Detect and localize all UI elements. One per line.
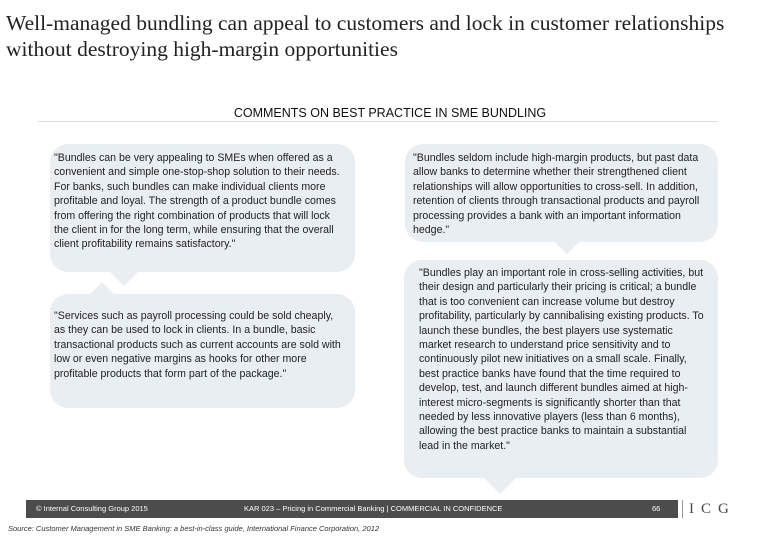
quote-text: "Bundles can be very appealing to SMEs when offered as a convenient and simple one-stop-shop solution to their needs. For banks, such bundles can make individual clients more profitable and loyal. The strength of a product bundle comes from offering the right combination of products that will lock the client in for the long term, while ensuring that the overall client profitability remains satisfactory." (54, 152, 340, 251)
footer-reference: KAR 023 – Pricing in Commercial Banking | COMMERCIAL IN CONFIDENCE (244, 504, 503, 513)
quote-text: "Bundles seldom include high-margin products, but past data allow banks to determine whether their strengthened client relationships will allow opportunities to cross-sell. In addition, retention of clients through transactional products and payroll processing provides a bank with an important information hedge." (413, 152, 700, 237)
footer-bar (26, 500, 678, 518)
quote-bubble-high-margin-products (405, 144, 718, 242)
slide-title: Well-managed bundling can appeal to customers and lock in customer relationships without destroying high-margin opportunities (6, 11, 725, 61)
quote-bubble-bundles-appealing (50, 144, 355, 272)
heading-rule (38, 121, 718, 122)
quote-text: "Services such as payroll processing could be sold cheaply, as they can be used to lock in clients. In a bundle, basic transactional products such as current accounts are sold with low or even negative margins as hooks for other more profitable products that form part of the package." (54, 310, 341, 380)
footer-copyright: © Internal Consulting Group 2015 (36, 504, 148, 513)
page-number: 66 (652, 504, 661, 513)
source-note: Source: Customer Management in SME Banking: a best-in-class guide, International Finance Corporation, 2012 (8, 524, 380, 533)
quote-bubble-payroll-processing (50, 294, 355, 408)
section-heading: COMMENTS ON BEST PRACTICE IN SME BUNDLING (233, 106, 547, 120)
icg-logo: ICG (682, 500, 740, 518)
quote-text: "Bundles play an important role in cross-selling activities, but their design and particularly their pricing is critical; a bundle that is too convenient can increase volume but destroy profitability, particularly by cannibalising existing products. To launch these bundles, the best players use systematic market research to understand price sensitivity and to continuously pilot new initiatives on a small scale. Finally, best practice banks have found that the time required to develop, test, and launch different bundles aimed at high-interest micro-segments is significantly shorter than that needed by less innovative players (less than 6 months), allowing the best practice banks to maintain a substantial lead in the market." (419, 267, 704, 452)
quote-bubble-cross-selling (404, 260, 718, 478)
